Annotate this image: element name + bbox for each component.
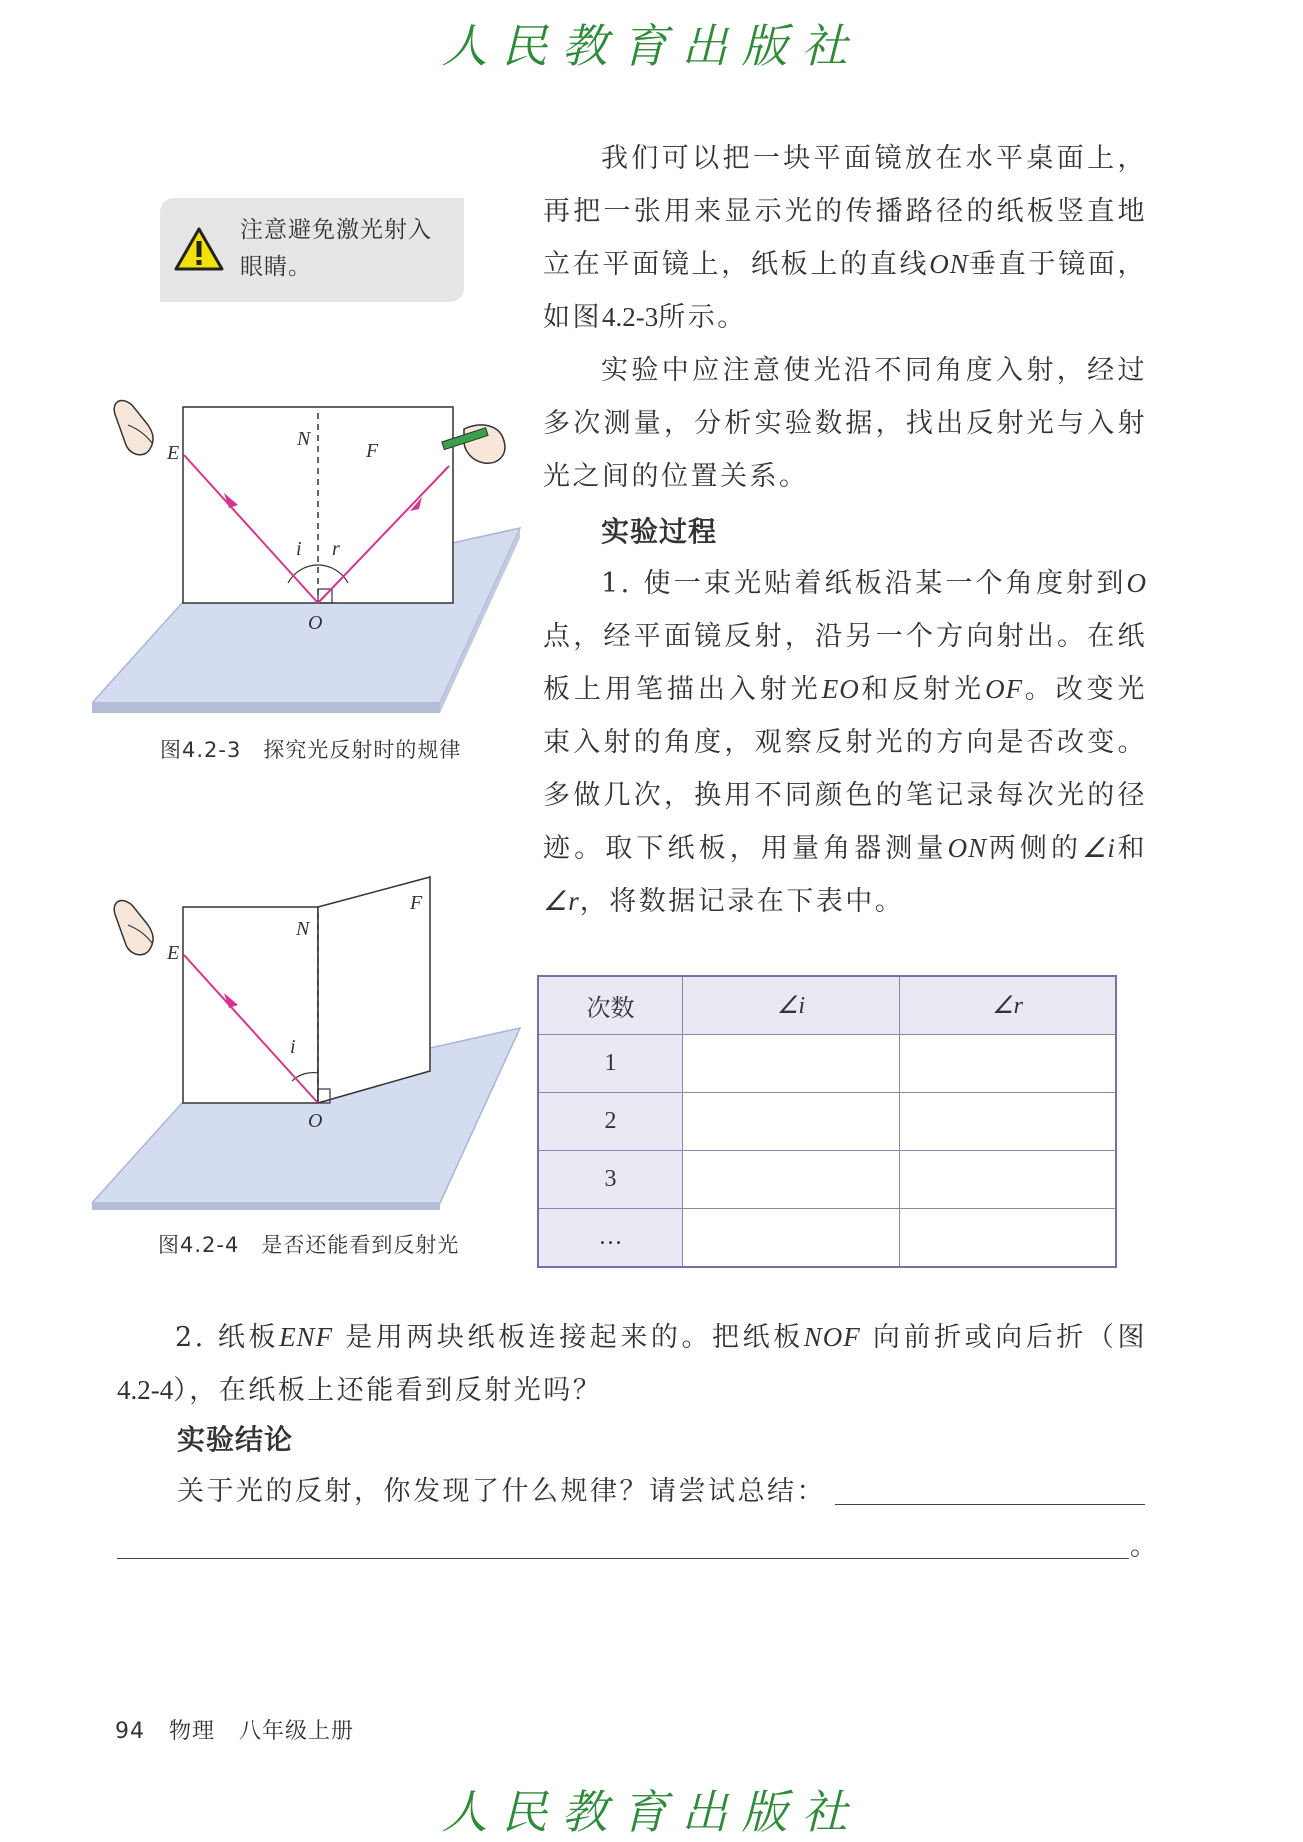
table-header-count: 次数 [538,976,683,1035]
heading-process: 实验过程 [601,515,718,548]
footer-subject: 物理 [169,1719,216,1744]
warning-line-1: 注意避免激光射入 [240,217,432,243]
warning-box [160,198,464,302]
figure-1-caption: 图4.2-3 探究光反射时的规律 [160,738,462,762]
footer-grade: 八年级上册 [239,1719,355,1744]
warning-line-2: 眼睛。 [240,254,312,280]
table-cell-count: 2 [538,1093,683,1151]
hand-left-icon [114,401,153,455]
label-r: r [332,538,340,560]
paragraph-1: 我们可以把一块平面镜放在水平桌面上，再把一张用来显示光的传播路径的纸板竖直地立在平面镜上，纸板上的直线ON垂直于镜面，如图4.2-3所示。 [543,143,1148,333]
table-cell-angle-r [900,1093,1117,1151]
table-header-angle-r: ∠r [900,976,1117,1035]
warning-text [240,212,460,286]
table-cell-angle-r [900,1209,1117,1268]
data-table [537,975,1117,1268]
conclusion-prompt: 关于光的反射，你发现了什么规律？请尝试总结： [177,1476,826,1507]
hand-left-icon-2 [114,901,153,955]
table-cell-angle-r [900,1151,1117,1209]
answer-line-1[interactable] [835,1504,1145,1505]
table-header-angle-i: ∠i [683,976,900,1035]
label-F-2: F [410,892,423,914]
table-cell-angle-i [683,1093,900,1151]
figure-4-2-4 [92,865,532,1210]
figure-2-caption: 图4.2-4 是否还能看到反射光 [158,1233,460,1257]
answer-line-2[interactable] [117,1558,1129,1559]
label-N-2: N [296,918,310,940]
step-1: 1. 使一束光贴着纸板沿某一个角度射到O点，经平面镜反射，沿另一个方向射出。在纸板上用笔描出入射光EO和反射光OF。改变光束入射的角度，观察反射光的方向是否改变。多做几次，换用不同颜色的笔记录每次光的径迹。取下纸板，用量角器测量ON两侧的∠i和∠r，将数据记录在下表中。 [543,568,1148,917]
step-2: 2. 纸板ENF 是用两块纸板连接起来的。把纸板NOF 向前折或向后折（图4.2-4），在纸板上还能看到反射光吗？ [117,1322,1147,1406]
label-O-2: O [308,1110,323,1132]
table-cell-angle-i [683,1151,900,1209]
figure-4-2-3 [92,385,532,715]
table-cell-angle-i [683,1035,900,1093]
table-cell-count: … [538,1209,683,1268]
label-F: F [366,440,379,462]
warning-icon [174,226,224,272]
table-cell-angle-r [900,1035,1117,1093]
conclusion-end-mark: 。 [1130,1531,1160,1562]
page-footer [115,1714,354,1745]
table-row [538,1093,1116,1151]
label-i-2: i [290,1036,296,1058]
label-i: i [296,538,302,560]
label-O: O [308,612,323,634]
table-cell-angle-i [683,1209,900,1268]
table-row [538,1035,1116,1093]
table-cell-count: 3 [538,1151,683,1209]
heading-conclusion: 实验结论 [177,1423,294,1456]
mirror-edge-front-2 [92,1203,440,1210]
page-number: 94 [115,1719,145,1744]
label-E-2: E [167,942,180,964]
table-row [538,1151,1116,1209]
label-N: N [297,428,311,450]
table-cell-count: 1 [538,1035,683,1093]
publisher-logo-bottom: 人民教育出版社 [441,1785,862,1839]
label-E: E [167,442,180,464]
table-row [538,1209,1116,1268]
table-header-row [538,976,1116,1035]
mirror-edge-front [92,703,440,713]
paragraph-2: 实验中应注意使光沿不同角度入射，经过多次测量，分析实验数据，找出反射光与入射光之间的位置关系。 [543,355,1147,492]
publisher-logo-top: 人民教育出版社 [441,19,862,73]
